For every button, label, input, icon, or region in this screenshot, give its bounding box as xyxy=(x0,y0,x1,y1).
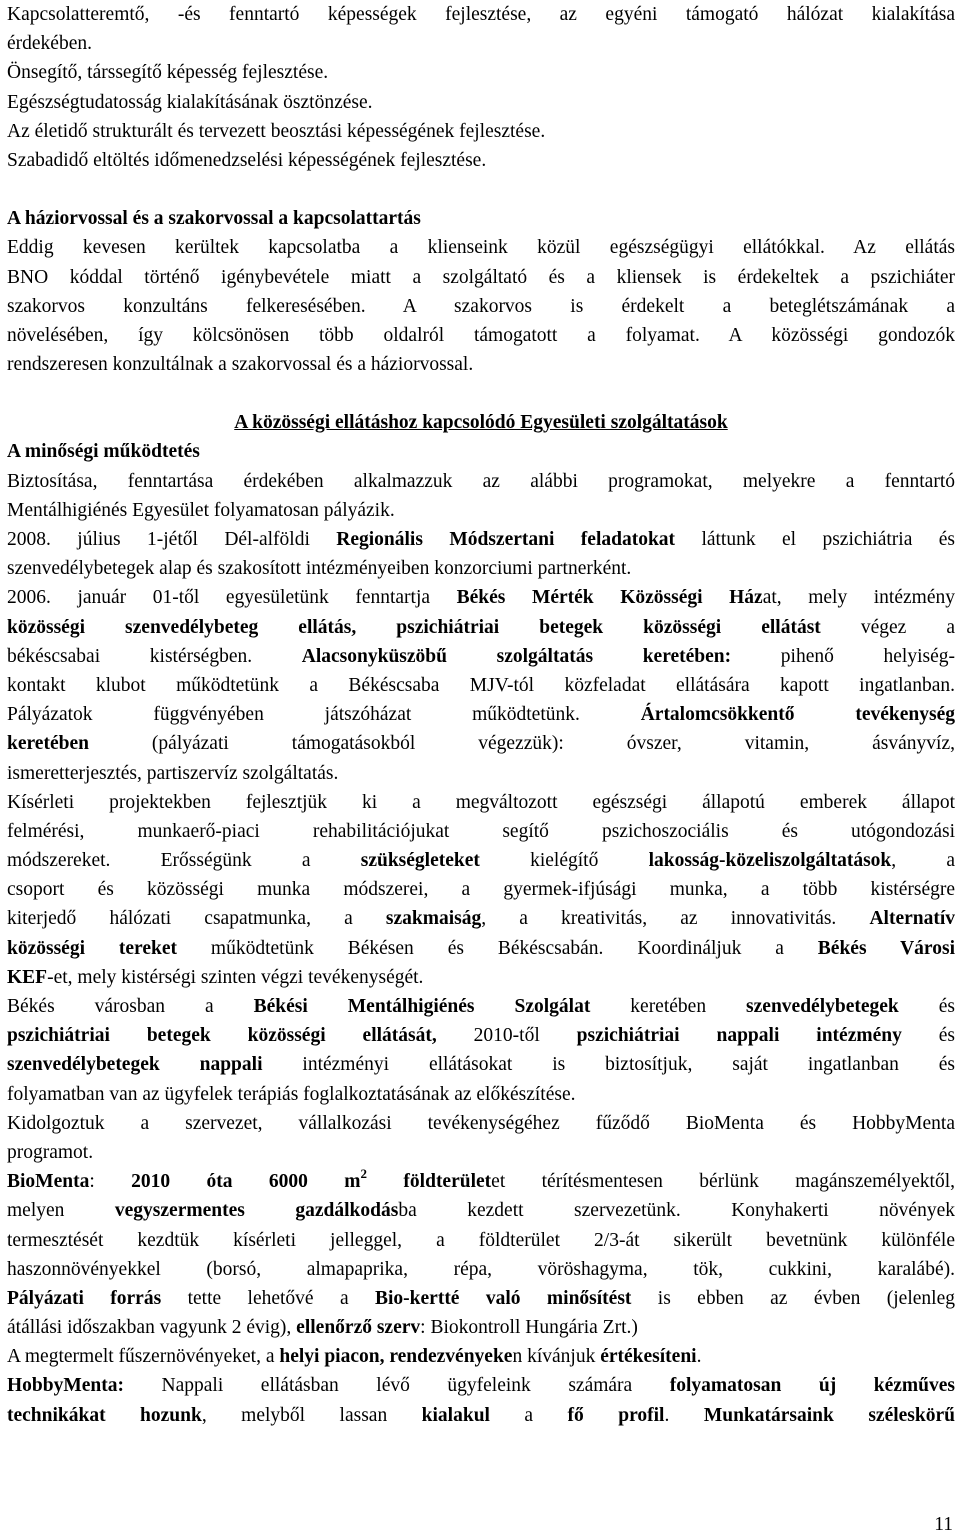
paragraph-line: BNO kóddal történő igénybevétele miatt a szolgáltató és a kliensek is érdekeltek a pszichiáter xyxy=(7,266,955,288)
spacer xyxy=(7,175,955,204)
paragraph-line: Kidolgoztuk a szervezet, vállalkozási tevékenységéhez fűződő BioMenta és HobbyMenta xyxy=(7,1112,955,1134)
section-title: A közösségi ellátáshoz kapcsolódó Egyesületi szolgáltatások xyxy=(234,412,728,434)
list-item: Az életidő strukturált és tervezett beosztási képességének fejlesztése. xyxy=(7,120,546,142)
intro-list xyxy=(7,0,955,175)
paragraph-line: pszichiátriai betegek közösségi ellátását, 2010-től pszichiátriai nappali intézmény és xyxy=(7,1025,955,1047)
list-item: érdekében. xyxy=(7,33,92,55)
paragraph-line: Kísérleti projektekben fejlesztjük ki a megváltozott egészségi állapotú emberek állapot xyxy=(7,791,955,813)
paragraph-line: közösségi tereket működtetünk Békésen és Békéscsabán. Koordináljuk a Békés Városi xyxy=(7,937,955,959)
document-page xyxy=(7,0,955,1430)
paragraph-line: programot. xyxy=(7,1141,94,1163)
list-item: Önsegítő, társsegítő képesség fejlesztése. xyxy=(7,62,329,84)
paragraph-line: KEF-et, mely kistérségi szinten végzi tevékenységét. xyxy=(7,966,424,988)
paragraph-line: közösségi szenvedélybeteg ellátás, pszichiátriai betegek közösségi ellátást végez a xyxy=(7,616,955,638)
paragraph-line: növelésében, így kölcsönösen több oldalról támogatott a folyamat. A közösségi gondozók xyxy=(7,324,955,346)
paragraph-line: felmérési, munkaerő-piaci rehabilitációjukat segítő pszichoszociális és utógondozási xyxy=(7,820,955,842)
paragraph-line: szenvedélybetegek nappali intézményi ellátásokat is biztosítjuk, saját ingatlanban és xyxy=(7,1054,955,1076)
paragraph-line: 2008. július 1-jétől Dél-alföldi Regionális Módszertani feladatokat láttunk el pszichiátria és xyxy=(7,529,955,550)
paragraph-line: Békés városban a Békési Mentálhigiénés Szolgálat keretében szenvedélybetegek és xyxy=(7,996,955,1017)
paragraph-line: csoport és közösségi munka módszerei, a gyermek-ifjúsági munka, a több kistérségre xyxy=(7,879,955,901)
paragraph-line: Pályázati forrás tette lehetővé a Bio-kertté való minősítést is ebben az évben (jelenleg xyxy=(7,1287,955,1309)
paragraph-line: szenvedélybetegek alap és szakosított intézményeiben konzorciumi partnerként. xyxy=(7,558,632,580)
list-item: Egészségtudatosság kialakításának ösztönzése. xyxy=(7,91,373,113)
paragraph-line: módszereket. Erősségünk a szükségleteket kielégítő lakosság-közeliszolgáltatások, a xyxy=(7,850,955,872)
list-item: Kapcsolatteremtő, -és fenntartó képességek fejlesztése, az egyéni támogató hálózat kialakítása xyxy=(7,4,955,25)
spacer xyxy=(7,379,955,408)
paragraph-line: békéscsabai kistérségben. Alacsonyküszöbű szolgáltatás keretében: pihenő helyiség- xyxy=(7,645,955,667)
paragraph-line: kontakt klubot működtetünk a Békéscsaba MJV-tól közfeladat ellátására kapott ingatlanban. xyxy=(7,674,955,696)
paragraph-line: ismeretterjesztés, partiszervíz szolgáltatás. xyxy=(7,762,339,784)
paragraph-line: Biztosítása, fenntartása érdekében alkalmazzuk az alábbi programokat, melyekre a fenntartó xyxy=(7,470,955,492)
paragraph-line: szakorvos konzultáns felkeresésében. A szakorvos is érdekelt a beteglétszámának a xyxy=(7,295,955,317)
list-item: Szabadidő eltöltés időmenedzselési képességének fejlesztése. xyxy=(7,149,487,171)
paragraph-line: melyen vegyszermentes gazdálkodásba kezdett szervezetünk. Konyhakerti növények xyxy=(7,1200,955,1222)
paragraph-line: folyamatban van az ügyfelek terápiás foglalkoztatásának az előkészítése. xyxy=(7,1083,576,1105)
section-association-services xyxy=(7,408,955,1430)
paragraph-line: haszonnövényekkel (borsó, almapaprika, répa, vöröshagyma, tök, cukkini, karalábé). xyxy=(7,1258,955,1280)
paragraph-line: HobbyMenta: Nappali ellátásban lévő ügyfeleink számára folyamatosan új kézműves xyxy=(7,1375,955,1397)
section-doctor-contact xyxy=(7,204,955,379)
section-subheading: A minőségi működtetés xyxy=(7,441,200,463)
section-heading: A háziorvossal és a szakorvossal a kapcsolattartás xyxy=(7,208,421,230)
paragraph-line: termesztését kezdtük kísérleti jelleggel, a földterület 2/3-át sikerült bevetnünk különféle xyxy=(7,1229,955,1251)
paragraph-line: kiterjedő hálózati csapatmunka, a szakmaiság, a kreativitás, az innovativitás. Alternatív xyxy=(7,908,955,930)
paragraph-line: 2006. január 01-től egyesületünk fenntartja Békés Mérték Közösségi Házat, mely intézmény xyxy=(7,587,955,609)
paragraph-line: BioMenta: 2010 óta 6000 $m^2$ földterületet térítésmentesen bérlünk magánszemélyektől, xyxy=(7,1167,955,1193)
paragraph-line: keretében (pályázati támogatásokból végezzük): óvszer, vitamin, ásványvíz, xyxy=(7,733,955,755)
paragraph-line: technikákat hozunk, melyből lassan kialakul a fő profil. Munkatársaink széleskörű xyxy=(7,1404,955,1426)
paragraph-line: Eddig kevesen kerültek kapcsolatba a klienseink közül egészségügyi ellátókkal. Az ellátás xyxy=(7,237,955,259)
paragraph-line: rendszeresen konzultálnak a szakorvossal és a háziorvossal. xyxy=(7,354,474,376)
paragraph-line: Mentálhigiénés Egyesület folyamatosan pályázik. xyxy=(7,499,395,521)
paragraph-line: átállási időszakban vagyunk 2 évig), ellenőrző szerv: Biokontroll Hungária Zrt.) xyxy=(7,1317,638,1339)
paragraph-line: A megtermelt fűszernövényeket, a helyi piacon, rendezvényeken kívánjuk értékesíteni. xyxy=(7,1346,702,1368)
paragraph-line: Pályázatok függvényében játszóházat működtetünk. Ártalomcsökkentő tevékenység xyxy=(7,704,955,726)
superscript: 2 xyxy=(360,1167,368,1181)
page-number: 11 xyxy=(934,1514,953,1535)
